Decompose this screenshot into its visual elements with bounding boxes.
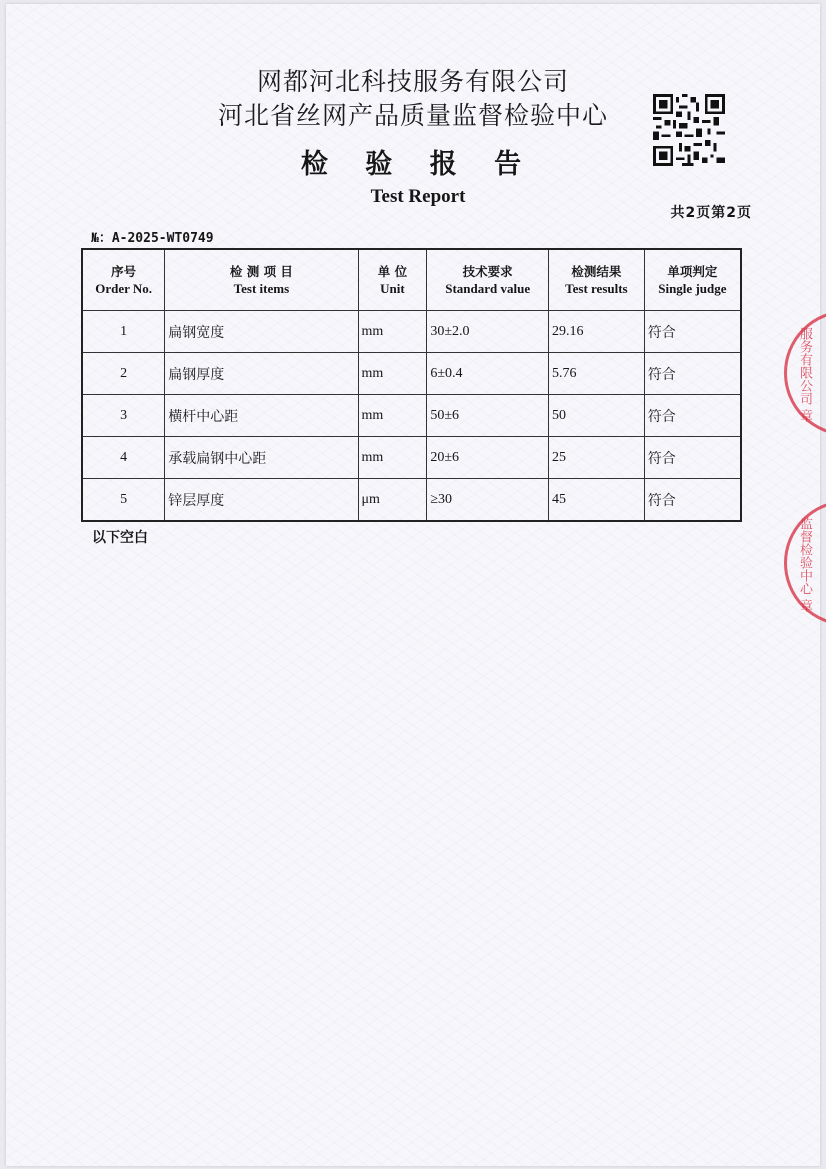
cell-order: 4 (82, 437, 165, 479)
seal-text-upper: 服务有限公司 章 (797, 327, 812, 423)
report-title-en: Test Report (370, 186, 466, 207)
table-row (82, 353, 741, 395)
inspection-center-name: 河北省丝网产品质量监督检验中心 (217, 101, 608, 130)
cell-unit: mm (358, 353, 427, 395)
header-test-items: 检 测 项 目 Test items (165, 249, 358, 311)
cell-unit: μm (358, 479, 427, 522)
cell-item: 锌层厚度 (165, 479, 358, 522)
blank-below-note: 以下空白 (92, 530, 148, 546)
cell-order: 3 (82, 395, 165, 437)
header-single-judge: 单项判定 Single judge (644, 249, 741, 311)
cell-item: 承载扁钢中心距 (165, 437, 358, 479)
cell-judge: 符合 (644, 437, 741, 479)
cell-judge: 符合 (644, 395, 741, 437)
cell-unit: mm (358, 395, 427, 437)
cell-result: 5.76 (549, 353, 645, 395)
report-number: №：A-2025-WT0749 (91, 231, 214, 246)
table-row (82, 437, 741, 479)
cell-result: 45 (549, 479, 645, 522)
organization-name: 网都河北科技服务有限公司 (256, 67, 569, 96)
report-title-cn: 检 验 报 告 (300, 149, 536, 180)
cell-standard: 30±2.0 (427, 311, 549, 353)
cell-order: 1 (82, 311, 165, 353)
table-row (82, 311, 741, 353)
cell-standard: 50±6 (427, 395, 549, 437)
table-header-row (82, 249, 741, 311)
cell-order: 5 (82, 479, 165, 522)
header-unit: 单 位 Unit (358, 249, 427, 311)
cell-item: 横杆中心距 (165, 395, 358, 437)
cell-result: 29.16 (549, 311, 645, 353)
cell-unit: mm (358, 437, 427, 479)
table-row (82, 395, 741, 437)
cell-order: 2 (82, 353, 165, 395)
table-row (82, 479, 741, 522)
test-results-table (81, 248, 742, 522)
cell-result: 25 (549, 437, 645, 479)
header-test-results: 检测结果 Test results (549, 249, 645, 311)
cell-result: 50 (549, 395, 645, 437)
cell-judge: 符合 (644, 353, 741, 395)
header-standard-value: 技术要求 Standard value (427, 249, 549, 311)
header-order: 序号 Order No. (82, 249, 165, 311)
qr-code-icon (652, 94, 726, 166)
cell-judge: 符合 (644, 311, 741, 353)
seal-text-lower: 监督检验中心 章 (797, 517, 812, 613)
cell-judge: 符合 (644, 479, 741, 522)
cell-standard: 20±6 (427, 437, 549, 479)
page-indicator: 共2页第2页 (670, 205, 752, 221)
cell-item: 扁钢宽度 (165, 311, 358, 353)
cell-standard: ≥30 (427, 479, 549, 522)
cell-standard: 6±0.4 (427, 353, 549, 395)
cell-item: 扁钢厚度 (165, 353, 358, 395)
cell-unit: mm (358, 311, 427, 353)
